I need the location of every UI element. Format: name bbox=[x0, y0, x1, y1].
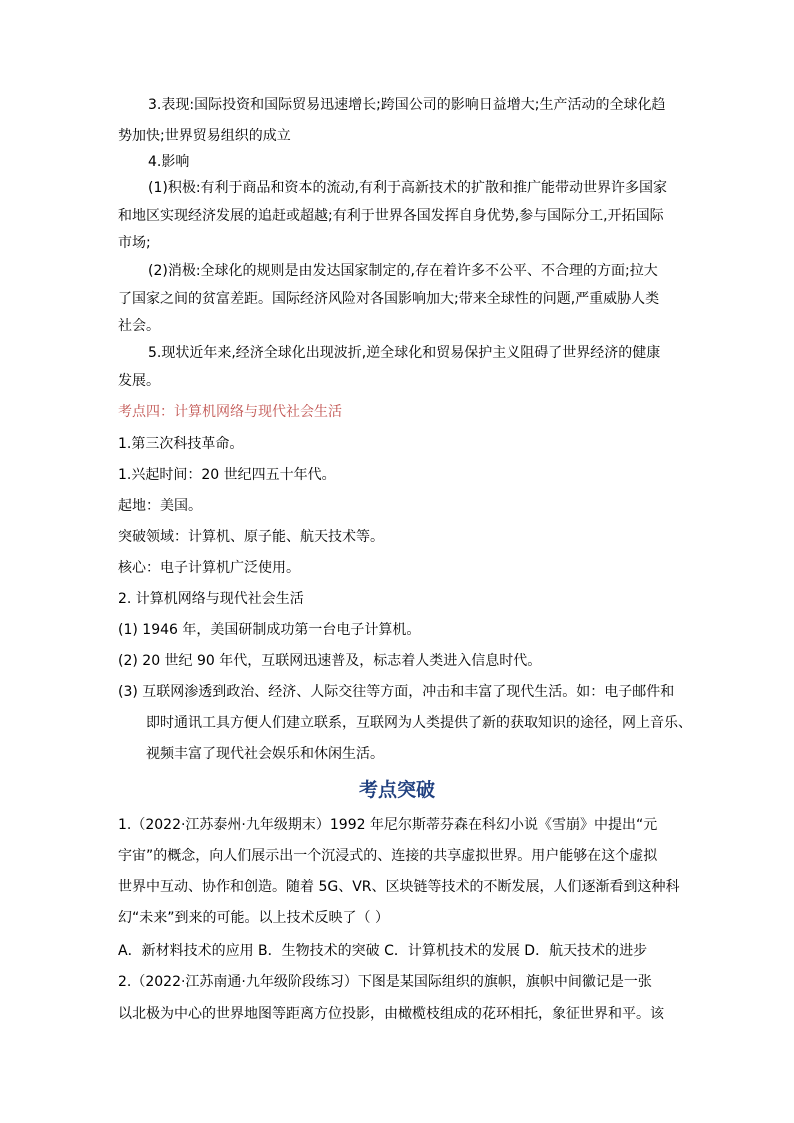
manifest-line-1: 3.表现:国际投资和国际贸易迅速增长;跨国公司的影响日益增大;生产活动的全球化趋 bbox=[148, 97, 666, 113]
positive-line-3: 市场; bbox=[118, 235, 151, 251]
question-1-line-1: 1.（2022·江苏泰州·九年级期末）1992 年尼尔斯蒂芬森在科幻小说《雪崩》中提出“元 bbox=[118, 817, 658, 833]
positive-line-1: (1)积极:有利于商品和资本的流动,有利于高新技术的扩散和推广能带动世界许多国家 bbox=[148, 180, 667, 196]
question-1-line-2: 宇宙”的概念，向人们展示出一个沉浸式的、连接的共享虚拟世界。用户能够在这个虚拟 bbox=[118, 848, 658, 864]
kaodian-4-line-4: 突破领域：计算机、原子能、航天技术等。 bbox=[118, 529, 384, 545]
kaodian-4-line-11: 视频丰富了现代社会娱乐和休闲生活。 bbox=[146, 746, 384, 762]
kaodian-4-line-2: 1.兴起时间：20 世纪四五十年代。 bbox=[118, 467, 336, 483]
question-1-line-3: 世界中互动、协作和创造。随着 5G、VR、区块链等技术的不断发展，人们逐渐看到这种科 bbox=[118, 879, 680, 895]
kaodian-4-line-1: 1.第三次科技革命。 bbox=[118, 436, 244, 452]
negative-line-3: 社会。 bbox=[118, 318, 160, 334]
section-title: 考点突破 bbox=[358, 779, 435, 801]
manifest-line-2: 势加快;世界贸易组织的成立 bbox=[118, 128, 291, 144]
question-2-line-2: 以北极为中心的世界地图等距离方位投影，由橄榄枝组成的花环相托，象征世界和平。该 bbox=[118, 1006, 664, 1022]
impact-heading: 4.影响 bbox=[148, 154, 190, 170]
status-line-2: 发展。 bbox=[118, 373, 160, 389]
kaodian-4-line-8: (2) 20 世纪 90 年代，互联网迅速普及，标志着人类进入信息时代。 bbox=[118, 653, 542, 669]
kaodian-4-line-7: (1) 1946 年，美国研制成功第一台电子计算机。 bbox=[118, 622, 421, 638]
kaodian-4-line-10: 即时通讯工具方便人们建立联系，互联网为人类提供了新的获取知识的途径，网上音乐、 bbox=[146, 715, 692, 731]
question-1-line-4: 幻“未来”到来的可能。以上技术反映了（ ） bbox=[118, 910, 389, 926]
kaodian-4-line-5: 核心：电子计算机广泛使用。 bbox=[118, 560, 300, 576]
negative-line-1: (2)消极:全球化的规则是由发达国家制定的,存在着许多不公平、不合理的方面;拉大 bbox=[148, 263, 658, 279]
kaodian-4-line-3: 起地：美国。 bbox=[118, 498, 202, 514]
question-1-options: A．新材料技术的应用 B．生物技术的突破 C．计算机技术的发展 D．航天技术的进步 bbox=[118, 943, 648, 959]
kaodian-4-line-9: (3) 互联网渗透到政治、经济、人际交往等方面，冲击和丰富了现代生活。如：电子邮件和 bbox=[118, 684, 675, 700]
question-2-line-1: 2.（2022·江苏南通·九年级阶段练习）下图是某国际组织的旗帜，旗帜中间徽记是一张 bbox=[118, 974, 652, 990]
negative-line-2: 了国家之间的贫富差距。国际经济风险对各国影响加大;带来全球性的问题,严重威胁人类 bbox=[118, 291, 660, 307]
status-line-1: 5.现状近年来,经济全球化出现波折,逆全球化和贸易保护主义阻碍了世界经济的健康 bbox=[148, 345, 661, 361]
kaodian-4-line-6: 2. 计算机网络与现代社会生活 bbox=[118, 591, 304, 607]
kaodian-4-heading: 考点四：计算机网络与现代社会生活 bbox=[118, 404, 342, 420]
positive-line-2: 和地区实现经济发展的追赶或超越;有利于世界各国发挥自身优势,参与国际分工,开拓国际 bbox=[118, 208, 664, 224]
